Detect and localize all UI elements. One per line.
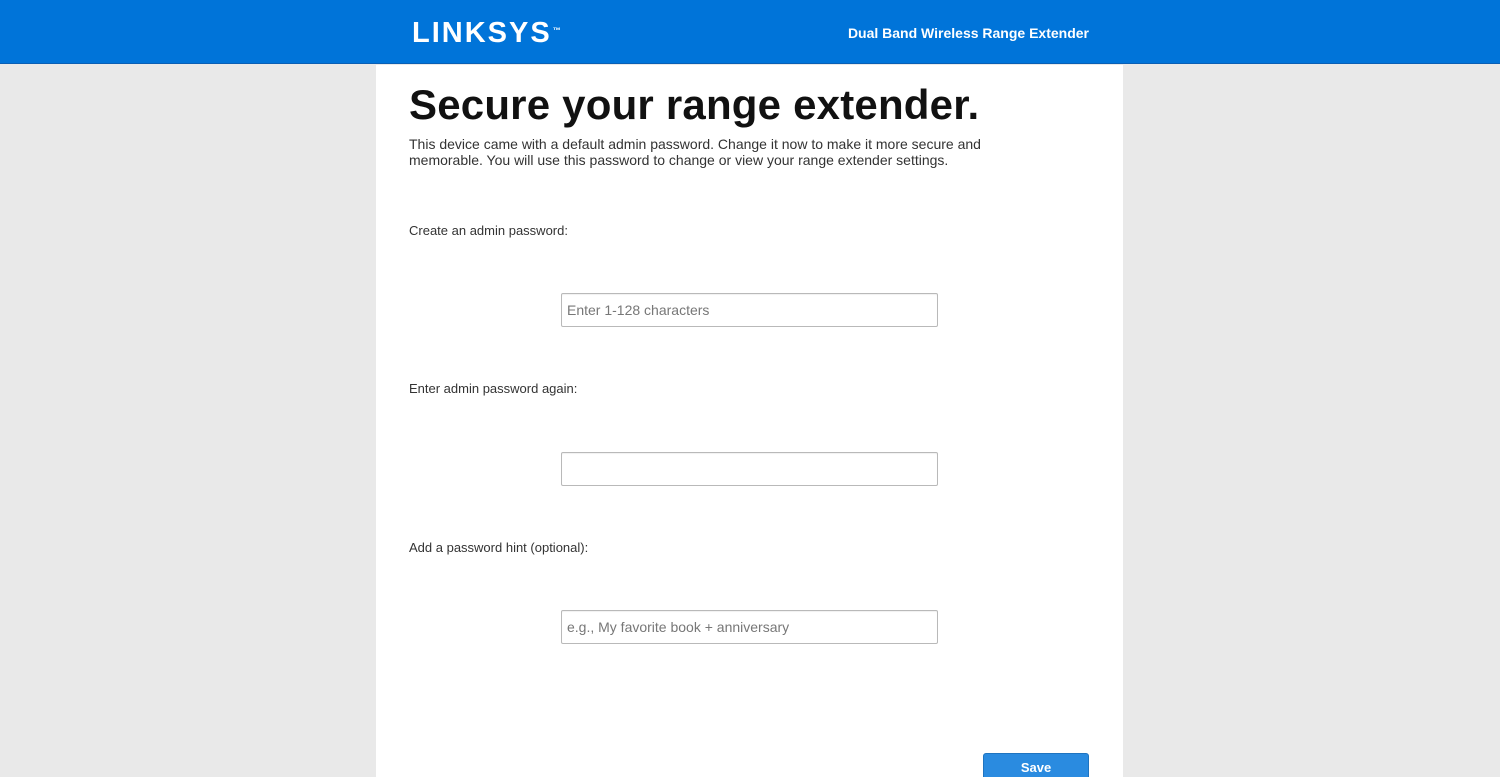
save-button[interactable]: Save bbox=[983, 753, 1089, 777]
linksys-logo bbox=[412, 18, 560, 48]
intro-text: This device came with a default admin password. Change it now to make it more secure and memorable. You will use this password to change or view your range extender settings. bbox=[409, 136, 981, 168]
password-hint-input[interactable] bbox=[561, 610, 938, 644]
confirm-password-input[interactable] bbox=[561, 452, 938, 486]
password-hint-label: Add a password hint (optional): bbox=[409, 540, 589, 555]
password-label: Create an admin password: bbox=[409, 223, 568, 238]
trademark-symbol: ™ bbox=[552, 26, 561, 35]
logo-text: LINKSYS bbox=[412, 17, 552, 49]
top-bar bbox=[0, 0, 1500, 64]
confirm-password-label: Enter admin password again: bbox=[409, 381, 578, 396]
setup-panel bbox=[376, 65, 1123, 777]
product-name: Dual Band Wireless Range Extender bbox=[847, 25, 1089, 41]
page-title: Secure your range extender. bbox=[409, 81, 980, 128]
password-input[interactable] bbox=[561, 293, 938, 327]
